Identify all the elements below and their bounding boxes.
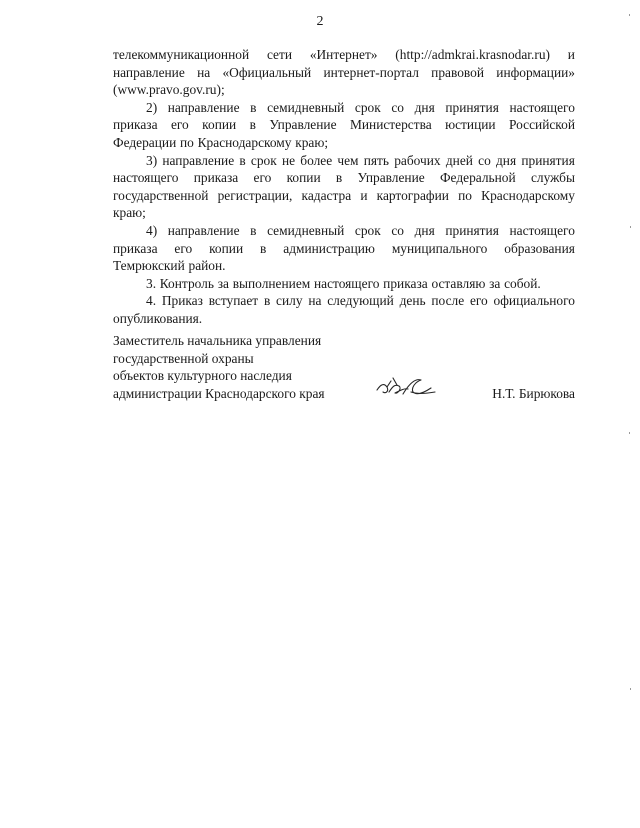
- text-line: [113, 152, 575, 170]
- word: регистрации,: [217, 187, 293, 203]
- word: за: [489, 275, 501, 291]
- text-line: [113, 46, 575, 64]
- word: в: [260, 240, 267, 256]
- word: срок: [250, 152, 277, 168]
- word: оставляю: [431, 275, 486, 291]
- word: со: [391, 99, 404, 115]
- word: направление: [113, 64, 185, 80]
- signer-position-line: объектов культурного наследия: [113, 368, 292, 384]
- word: направление: [162, 152, 235, 168]
- signature-block: [113, 332, 575, 412]
- paragraph: [113, 275, 575, 293]
- paragraph: [113, 152, 575, 222]
- text-line: [113, 169, 575, 187]
- word: приказа: [113, 117, 158, 133]
- word: сети: [266, 47, 293, 62]
- word: Управление: [269, 117, 337, 133]
- word: со: [478, 152, 491, 168]
- word: чем: [337, 152, 359, 168]
- word: кадастра: [301, 187, 352, 203]
- word: настоящего: [509, 99, 575, 115]
- word: дня: [495, 152, 517, 168]
- word: «Интернет»: [309, 47, 378, 62]
- signer-position-line: Заместитель начальника управления: [113, 333, 322, 348]
- word: по: [458, 187, 472, 203]
- word: 4): [146, 222, 158, 238]
- word: приказа: [113, 240, 158, 256]
- word: Контроль: [159, 275, 214, 291]
- scan-artifact: [629, 14, 630, 16]
- word: юстиции: [445, 117, 496, 133]
- word: 3): [146, 152, 158, 168]
- word: (http://admkrai.krasnodar.ru): [395, 47, 550, 62]
- word: в: [250, 222, 257, 238]
- word: настоящего: [313, 275, 380, 291]
- paragraph: [113, 46, 575, 99]
- word: принятия: [445, 222, 499, 238]
- word: Федеральной: [439, 170, 516, 186]
- word: приказа: [193, 170, 239, 186]
- word: рабочих: [394, 152, 441, 168]
- word: правовой: [431, 64, 484, 80]
- word: выполнением: [232, 275, 311, 291]
- word: копии: [209, 240, 244, 256]
- text-line: [113, 187, 575, 205]
- word: Темрюкский: [113, 258, 185, 274]
- word: копии: [202, 117, 237, 133]
- word: краю;: [295, 134, 329, 150]
- word: «Официальный: [222, 64, 312, 80]
- paragraph: [113, 99, 575, 152]
- word: силу: [276, 293, 303, 309]
- word: не: [281, 152, 296, 168]
- word: на: [308, 293, 322, 309]
- text-line: [113, 222, 575, 240]
- word: его: [253, 170, 272, 186]
- word: принятия: [521, 152, 575, 168]
- word: срок: [354, 222, 381, 238]
- text-line: [113, 240, 575, 258]
- word: район.: [188, 258, 226, 274]
- word: картографии: [376, 187, 449, 203]
- word: следующий: [327, 293, 394, 309]
- scan-artifact: [630, 688, 631, 690]
- word: в: [239, 152, 246, 168]
- word: его: [469, 293, 488, 309]
- text-line: [113, 134, 575, 152]
- word: Министерства: [349, 117, 432, 133]
- word: дня: [414, 99, 435, 115]
- word: вступает: [208, 293, 259, 309]
- word: государственной: [113, 187, 209, 203]
- signer-name: Н.Т. Бирюкова: [492, 385, 575, 401]
- word: настоящего: [113, 170, 179, 186]
- word: (www.pravo.gov.ru);: [113, 82, 225, 98]
- word: в: [250, 99, 257, 115]
- word: Федерации: [113, 134, 177, 150]
- word: телекоммуникационной: [113, 47, 250, 62]
- paragraph: [113, 222, 575, 275]
- word: семидневный: [267, 99, 345, 115]
- word: приказа: [383, 275, 428, 291]
- word: дней: [445, 152, 473, 168]
- word: администрацию: [283, 240, 375, 256]
- word: службы: [530, 170, 575, 186]
- text-line: [113, 310, 575, 328]
- word: направление: [167, 222, 240, 238]
- word: на: [197, 64, 211, 80]
- word: интернет-портал: [323, 64, 419, 80]
- word: настоящего: [509, 222, 575, 238]
- word: образования: [504, 240, 575, 256]
- word: Краснодарскому: [197, 134, 292, 150]
- word: за: [217, 275, 229, 291]
- word: Приказ: [161, 293, 203, 309]
- word: срок: [354, 99, 381, 115]
- document-body: [113, 46, 575, 328]
- scan-artifact: [630, 226, 631, 228]
- text-line: [113, 257, 575, 275]
- word: более: [300, 152, 333, 168]
- signer-position-line: государственной охраны: [113, 350, 254, 366]
- word: со: [391, 222, 404, 238]
- word: по: [180, 134, 194, 150]
- word: 3.: [146, 275, 157, 291]
- signer-position-line: администрации Краснодарского края: [113, 385, 325, 401]
- word: и: [360, 187, 368, 203]
- text-line: [113, 204, 575, 222]
- text-line: [113, 275, 575, 293]
- word: Управление: [357, 170, 425, 186]
- paragraph: [113, 292, 575, 327]
- word: Российской: [509, 117, 575, 133]
- text-line: [113, 99, 575, 117]
- word: его: [170, 117, 189, 133]
- word: его: [174, 240, 193, 256]
- word: 4.: [146, 293, 157, 309]
- word: Краснодарскому: [481, 187, 575, 203]
- word: 2): [146, 99, 158, 115]
- page-number: 2: [316, 14, 324, 29]
- word: собой.: [504, 275, 541, 291]
- word: официального: [493, 293, 575, 309]
- word: принятия: [445, 99, 499, 115]
- word: день: [399, 293, 426, 309]
- handwritten-signature: [375, 372, 437, 402]
- word: и: [567, 47, 575, 62]
- word: информации»: [496, 64, 575, 80]
- word: семидневный: [267, 222, 345, 238]
- word: муниципального: [391, 240, 488, 256]
- text-line: [113, 116, 575, 134]
- word: в: [335, 170, 343, 186]
- word: краю;: [113, 205, 146, 221]
- scan-artifact: [629, 432, 630, 434]
- text-line: [113, 64, 575, 82]
- word: направление: [167, 99, 240, 115]
- word: в: [263, 293, 271, 309]
- word: после: [431, 293, 465, 309]
- word: пять: [363, 152, 390, 168]
- word: дня: [414, 222, 435, 238]
- word: копии: [286, 170, 321, 186]
- word: в: [249, 117, 256, 133]
- text-line: [113, 292, 575, 310]
- word: опубликования.: [113, 310, 203, 326]
- text-line: [113, 81, 575, 99]
